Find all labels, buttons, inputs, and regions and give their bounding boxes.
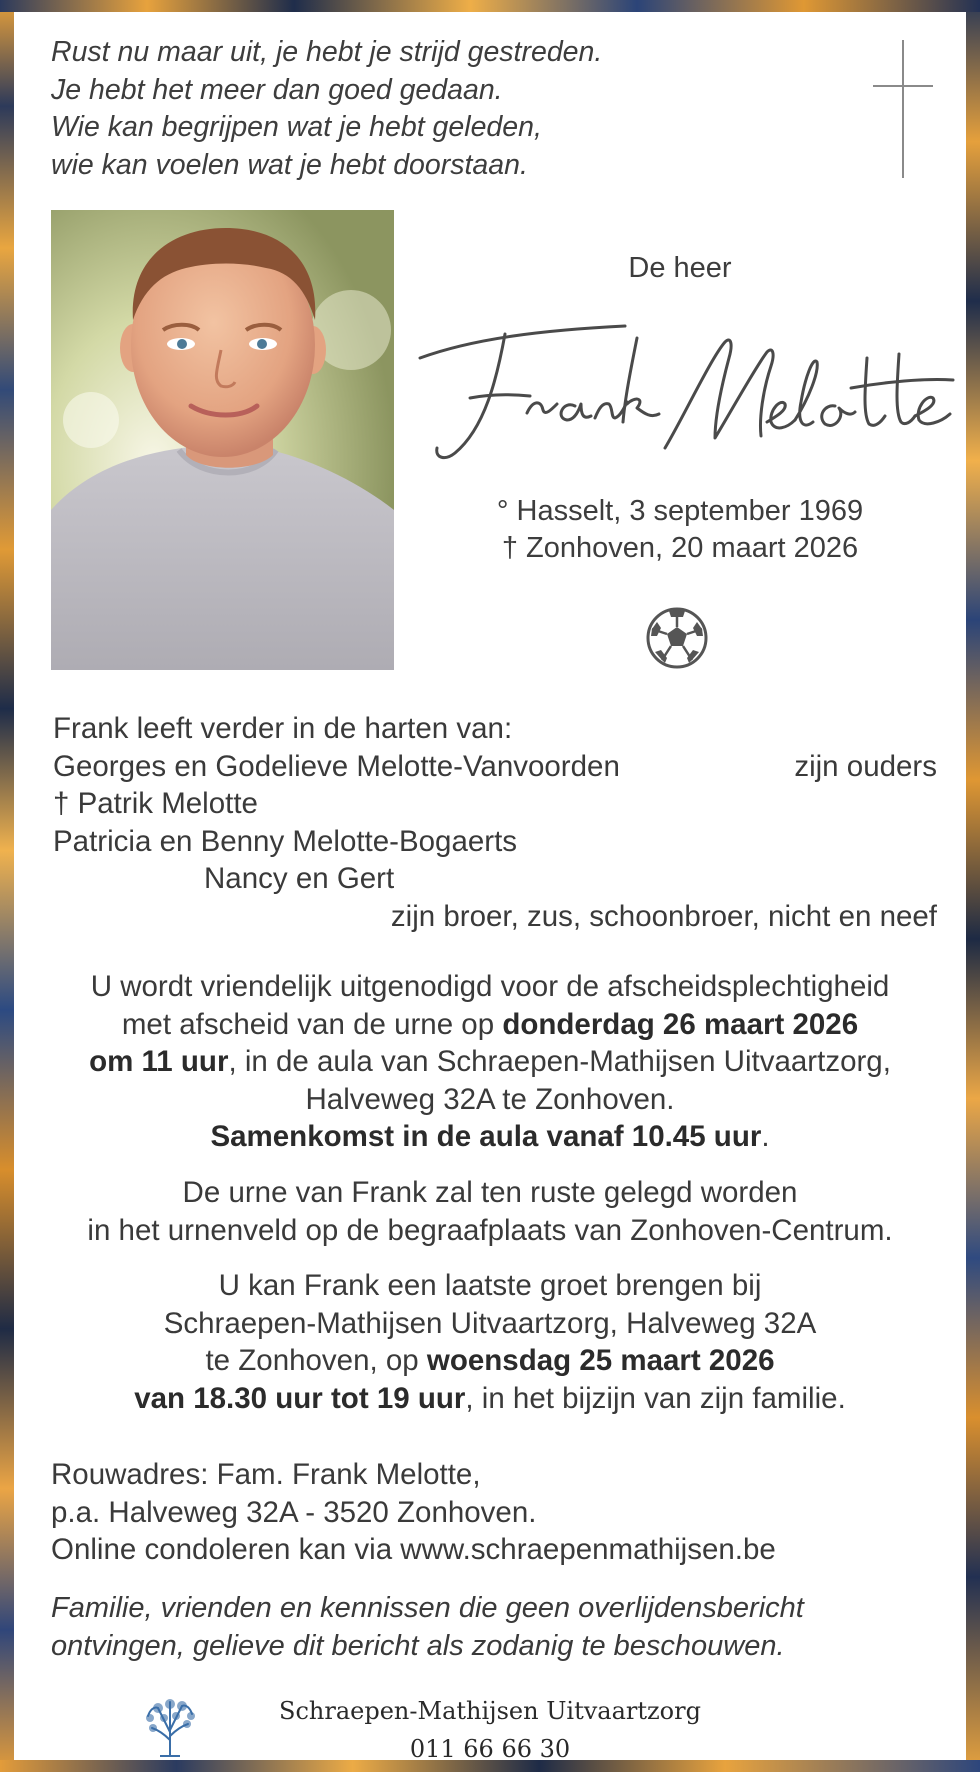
life-dates xyxy=(430,493,930,567)
visitation-info xyxy=(14,1267,966,1417)
visitation-text: , in het bijzijn van zijn familie. xyxy=(465,1381,846,1415)
visitation-date: woensdag 25 maart 2026 xyxy=(426,1344,775,1377)
visitation-line: Schraepen-Mathijsen Uitvaartzorg, Halveweg 32A xyxy=(163,1306,817,1340)
funeral-home-name: Schraepen-Mathijsen Uitvaartzorg xyxy=(279,1697,701,1725)
visitation-time: van 18.30 uur tot 19 uur xyxy=(134,1381,466,1415)
family-parents: Georges en Godelieve Melotte-Vanvoorden xyxy=(53,749,620,783)
ceremony-date: donderdag 26 maart 2026 xyxy=(502,1007,859,1041)
death-date: † Zonhoven, 20 maart 2026 xyxy=(501,532,859,564)
ceremony-line xyxy=(14,1118,966,1156)
family-siblings-role: zijn broer, zus, schoonbroer, nicht en neef xyxy=(390,899,937,933)
address-line: p.a. Halveweg 32A - 3520 Zonhoven. xyxy=(51,1495,537,1529)
family-brother-deceased: † Patrik Melotte xyxy=(53,787,258,820)
notice-line: Familie, vrienden en kennissen die geen overlijdensbericht xyxy=(51,1592,804,1624)
poem-line: Je hebt het meer dan goed gedaan. xyxy=(51,73,503,106)
notice-line: ontvingen, gelieve dit bericht als zodanig te beschouwen. xyxy=(51,1629,785,1662)
funeral-home-phone[interactable]: 011 66 66 30 xyxy=(409,1735,571,1763)
poem xyxy=(51,34,751,184)
ceremony-info xyxy=(14,968,966,1156)
ceremony-text: , in de aula van Schraepen-Mathijsen Uitvaartzorg, xyxy=(228,1045,891,1078)
poem-line: Wie kan begrijpen wat je hebt geleden, xyxy=(51,111,542,143)
family-sister: Patricia en Benny Melotte-Bogaerts xyxy=(53,824,518,858)
border-top xyxy=(0,0,980,12)
funeral-home xyxy=(250,1692,730,1768)
tree-logo-icon xyxy=(144,1696,196,1758)
gathering-time: Samenkomst in de aula vanaf 10.45 uur xyxy=(210,1120,762,1153)
burial-info xyxy=(14,1174,966,1249)
ceremony-line xyxy=(14,1006,966,1044)
title-prefix: De heer xyxy=(628,252,732,284)
birth-date: ° Hasselt, 3 september 1969 xyxy=(496,495,864,527)
address-line: Rouwadres: Fam. Frank Melotte, xyxy=(51,1458,481,1491)
visitation-line: U kan Frank een laatste groet brengen bij xyxy=(218,1269,762,1302)
poem-line: wie kan voelen wat je hebt doorstaan. xyxy=(51,148,528,181)
visitation-line xyxy=(14,1342,966,1380)
ceremony-line: Halveweg 32A te Zonhoven. xyxy=(305,1082,675,1116)
family-niece: Nancy en Gert xyxy=(204,862,395,895)
notice xyxy=(51,1590,951,1665)
poem-line: Rust nu maar uit, je hebt je strijd gestreden. xyxy=(51,36,603,68)
ceremony-line xyxy=(14,1043,966,1081)
football-icon xyxy=(645,606,709,670)
burial-line: in het urnenveld op de begraafplaats van Zonhoven-Centrum. xyxy=(87,1213,893,1247)
visitation-text: te Zonhoven, op xyxy=(205,1344,427,1377)
border-right xyxy=(964,0,980,1772)
mourning-address xyxy=(51,1456,951,1569)
portrait-photo xyxy=(51,210,394,670)
deceased-name-signature xyxy=(415,318,955,468)
ceremony-text: . xyxy=(761,1120,770,1153)
family-intro: Frank leeft verder in de harten van: xyxy=(53,712,513,745)
ceremony-text: met afscheid van de urne op xyxy=(121,1007,503,1041)
family-parents-role: zijn ouders xyxy=(794,749,937,783)
condolence-link[interactable]: Online condoleren kan via www.schraepenmathijsen.be xyxy=(51,1533,776,1566)
burial-line: De urne van Frank zal ten ruste gelegd worden xyxy=(182,1176,798,1209)
ceremony-time: om 11 uur xyxy=(89,1045,229,1078)
visitation-line xyxy=(14,1380,966,1418)
ceremony-line: U wordt vriendelijk uitgenodigd voor de afscheidsplechtigheid xyxy=(90,970,890,1003)
family-list xyxy=(53,710,943,935)
